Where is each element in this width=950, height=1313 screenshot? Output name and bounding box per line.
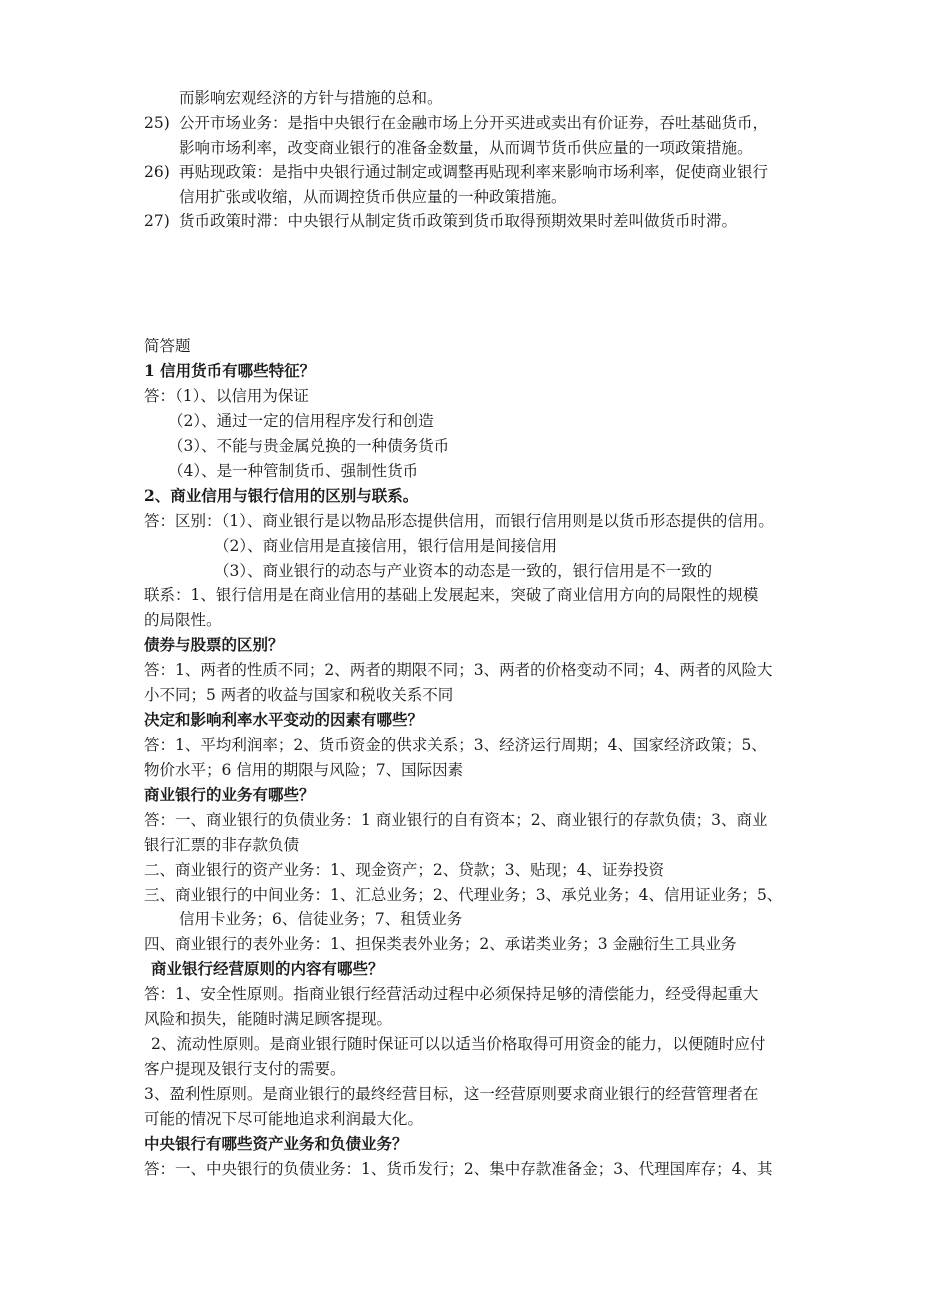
definition-26-line-1: 再贴现政策：是指中央银行通过制定或调整再贴现利率来影响市场利率，促使商业银行 — [179, 163, 769, 181]
question-1-answer-line-2: （2）、通过一定的信用程序发行和创造 — [168, 412, 434, 430]
question-7-answer-line-1: 答：一、中央银行的负债业务：1、货币发行；2、集中存款准备金；3、代理国库存；4、其 — [144, 1160, 773, 1178]
definition-26-line-2: 信用扩张或收缩，从而调控货币供应量的一种政策措施。 — [179, 188, 567, 206]
question-1-answer-line-4: （4）、是一种管制货币、强制性货币 — [168, 462, 419, 480]
question-6-answer-line-4: 客户提现及银行支付的需要。 — [144, 1060, 346, 1078]
question-1-answer-line-3: （3）、不能与贵金属兑换的一种债务货币 — [168, 437, 450, 455]
question-6-answer-line-1: 答：1、安全性原则。指商业银行经营活动过程中必须保持足够的清偿能力，经受得起重大 — [144, 985, 759, 1003]
question-3-answer-line-2: 小不同；5 两者的收益与国家和税收关系不同 — [144, 686, 454, 704]
question-5-answer-line-5: 信用卡业务；6、信徒业务；7、租赁业务 — [179, 910, 463, 928]
question-2-answer-line-2: （2）、商业信用是直接信用，银行信用是间接信用 — [214, 537, 558, 555]
question-6-answer-line-5: 3、盈利性原则。是商业银行的最终经营目标，这一经营原则要求商业银行的经营管理者在 — [144, 1085, 759, 1103]
question-2-heading: 2、商业信用与银行信用的区别与联系。 — [144, 486, 419, 505]
question-6-answer-line-2: 风险和损失，能随时满足顾客提现。 — [144, 1010, 393, 1028]
definition-24-continuation: 而影响宏观经济的方针与措施的总和。 — [179, 89, 443, 107]
definition-27-number: 27) — [144, 212, 170, 230]
question-3-heading: 债券与股票的区别？ — [144, 635, 284, 654]
question-1-heading: 1 信用货币有哪些特征？ — [144, 361, 316, 380]
question-5-answer-line-3: 二、商业银行的资产业务：1、现金资产；2、贷款；3、贴现；4、证券投资 — [144, 861, 664, 879]
definition-25-line-2: 影响市场利率，改变商业银行的准备金数量，从而调节货币供应量的一项政策措施。 — [179, 139, 753, 157]
question-5-answer-line-2: 银行汇票的非存款负债 — [144, 836, 300, 854]
definition-25-line-1: 公开市场业务：是指中央银行在金融市场上分开买进或卖出有价证券，吞吐基础货币， — [179, 114, 769, 132]
question-2-answer-line-4: 联系：1、银行信用是在商业信用的基础上发展起来，突破了商业信用方向的局限性的规模 — [144, 586, 759, 604]
definition-26-number: 26) — [144, 163, 170, 181]
question-5-answer-line-1: 答：一、商业银行的负债业务：1 商业银行的自有资本；2、商业银行的存款负债；3、商业 — [144, 811, 768, 829]
question-4-answer-line-2: 物价水平；6 信用的期限与风险；7、国际因素 — [144, 761, 464, 779]
question-3-answer-line-1: 答：1、两者的性质不同；2、两者的期限不同；3、两者的价格变动不同；4、两者的风险大 — [144, 661, 773, 679]
definition-25-number: 25) — [144, 114, 170, 132]
question-5-answer-line-6: 四、商业银行的表外业务：1、担保类表外业务；2、承诺类业务；3 金融衍生工具业务 — [144, 935, 737, 953]
definition-27-line-1: 货币政策时滞：中央银行从制定货币政策到货币取得预期效果时差叫做货币时滞。 — [179, 212, 738, 230]
question-6-answer-line-3: 2、流动性原则。是商业银行随时保证可以以适当价格取得可用资金的能力，以便随时应付 — [151, 1035, 766, 1053]
question-2-answer-line-5: 的局限性。 — [144, 611, 222, 629]
question-1-answer-line-1: 答：（1）、以信用为保证 — [144, 387, 309, 405]
question-5-answer-line-4: 三、商业银行的中间业务：1、汇总业务；2、代理业务；3、承兑业务；4、信用证业务；5、 — [144, 886, 783, 904]
question-2-answer-line-3: （3）、商业银行的动态与产业资本的动态是一致的，银行信用是不一致的 — [214, 562, 713, 580]
section-title: 简答题 — [144, 337, 191, 355]
question-4-heading: 决定和影响利率水平变动的因素有哪些？ — [144, 710, 424, 729]
question-4-answer-line-1: 答：1、平均利润率；2、货币资金的供求关系；3、经济运行周期；4、国家经济政策；5、 — [144, 736, 767, 754]
question-6-heading: 商业银行经营原则的内容有哪些？ — [151, 959, 384, 978]
question-7-heading: 中央银行有哪些资产业务和负债业务？ — [144, 1134, 408, 1153]
question-6-answer-line-6: 可能的情况下尽可能地追求利润最大化。 — [144, 1110, 424, 1128]
question-2-answer-line-1: 答：区别：（1）、商业银行是以物品形态提供信用，而银行信用则是以货币形态提供的信用。 — [144, 512, 774, 530]
question-5-heading: 商业银行的业务有哪些？ — [144, 785, 315, 804]
